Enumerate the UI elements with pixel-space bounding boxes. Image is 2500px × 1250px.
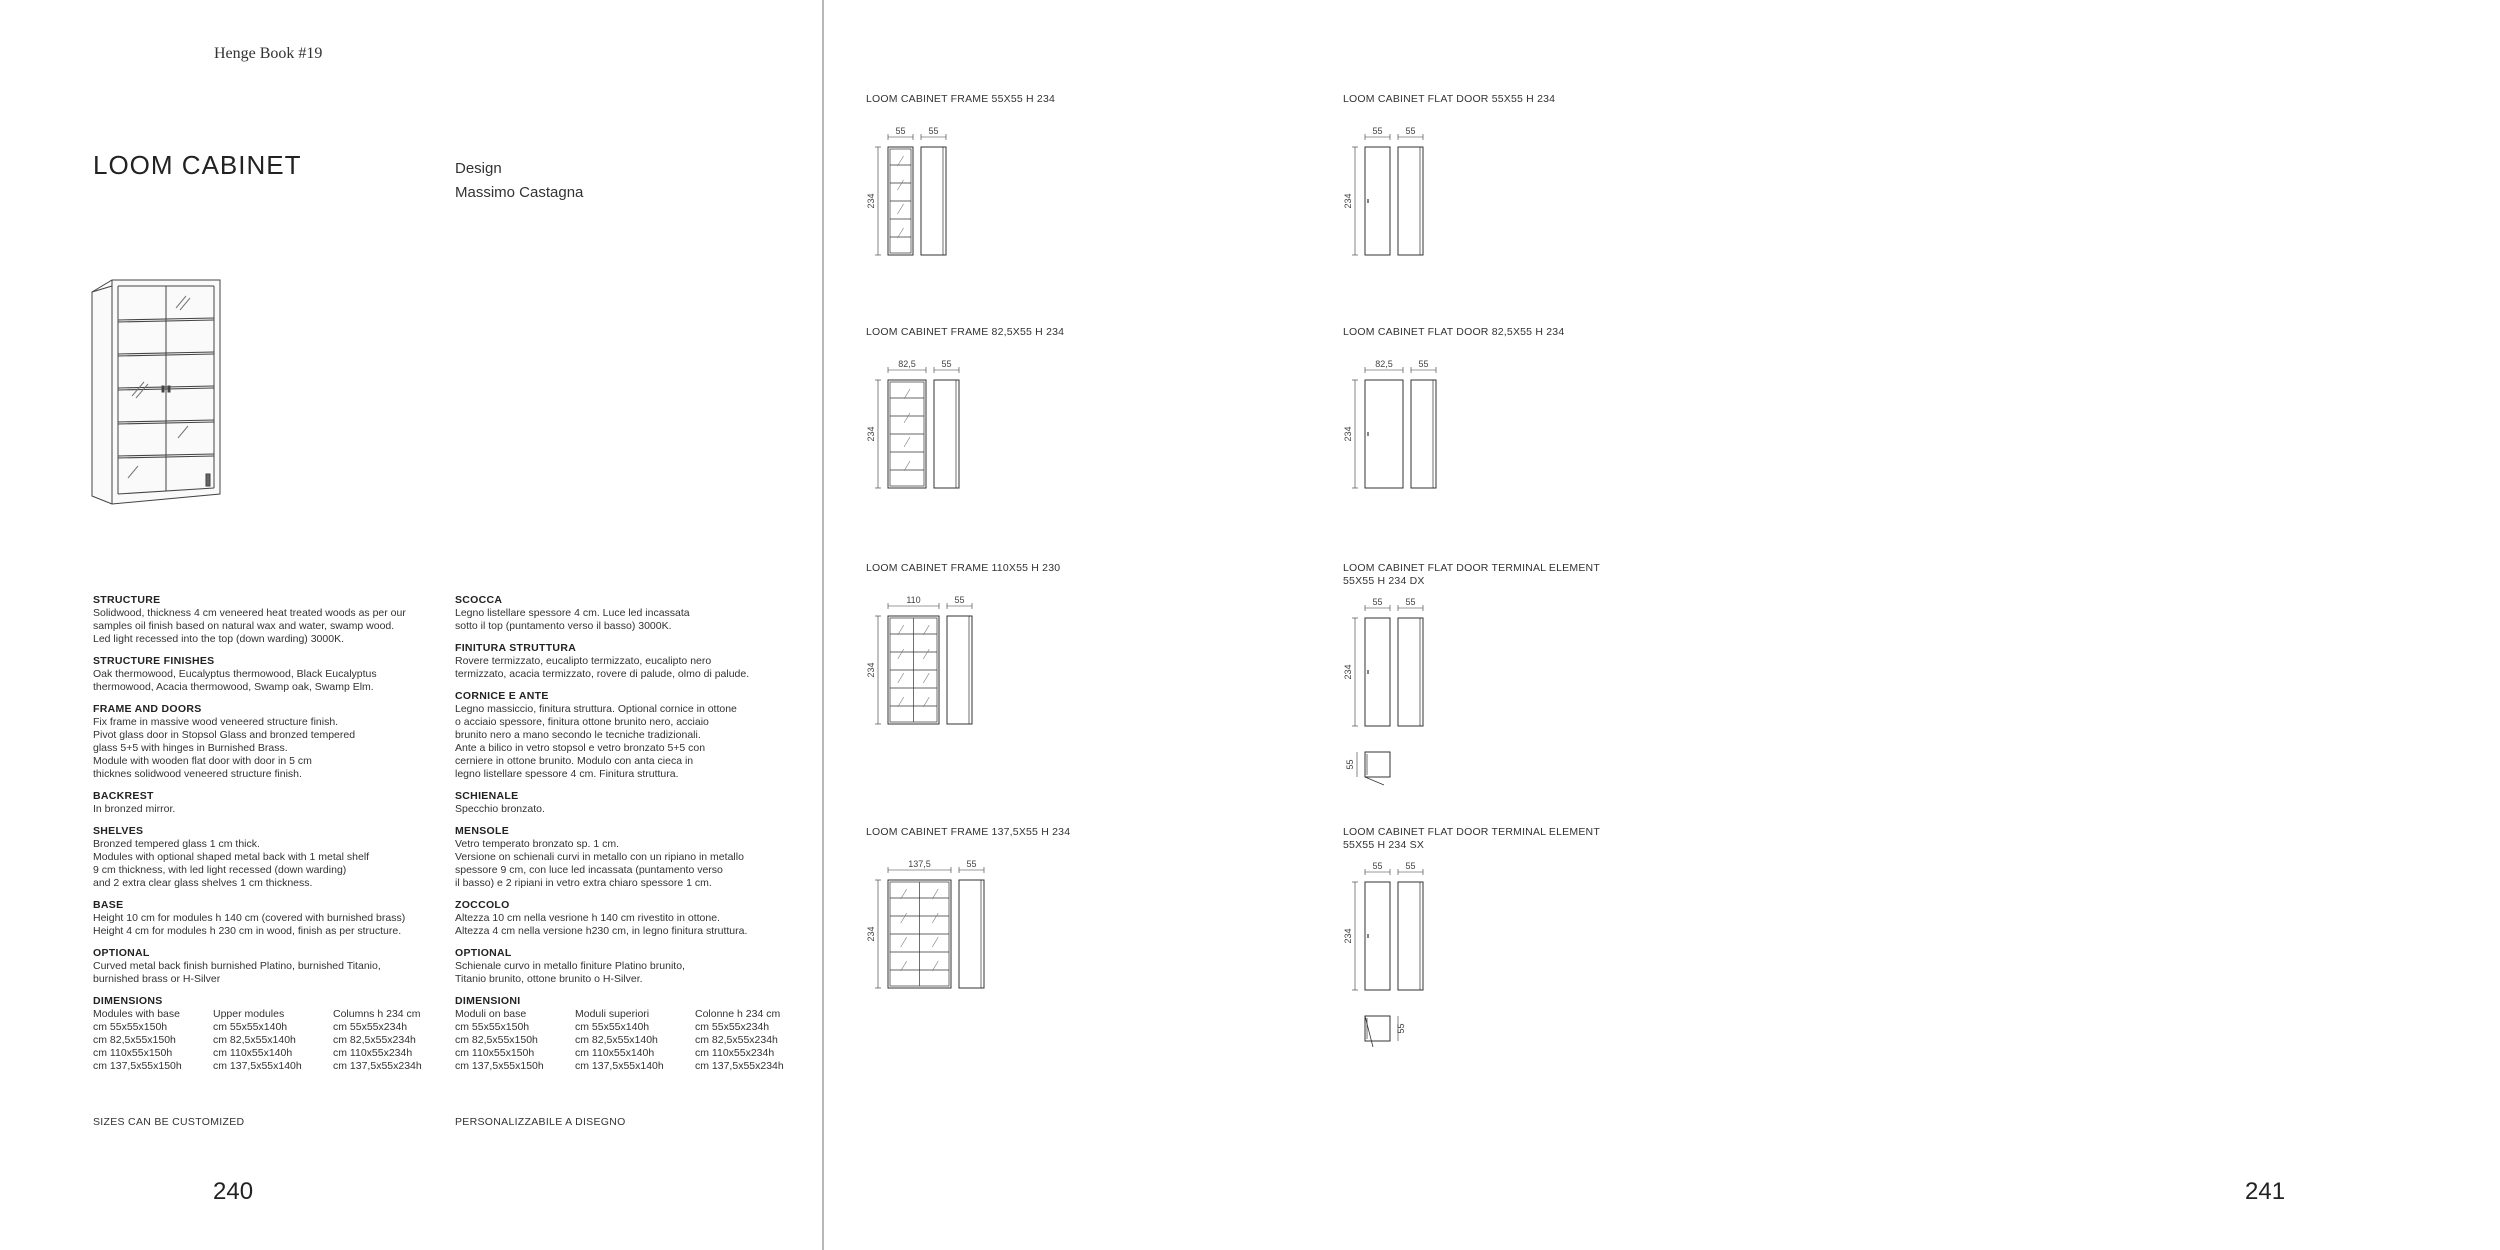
design-label: Design	[455, 160, 502, 177]
dimension-value: cm 82,5x55x140h	[575, 1034, 658, 1046]
dimension-value: cm 55x55x140h	[213, 1021, 288, 1033]
drawing-lines	[1352, 367, 1436, 488]
dimension-value: cm 110x55x150h	[93, 1047, 173, 1059]
spec-body: Vetro temperato bronzato sp. 1 cm. Versione on schienali curvi in metallo con un ripiano in metallo spessore 9 cm, con luce led incassata (puntamento verso il basso) e 2 ripiani in vetro extra chiaro spessore 1 cm.	[455, 838, 744, 889]
dimension-value: cm 55x55x140h	[575, 1021, 650, 1033]
spec-body: Altezza 10 cm nella vesrione h 140 cm rivestito in ottone. Altezza 4 cm nella versione h230 cm, in legno finitura struttura.	[455, 912, 748, 937]
dimensions-column	[93, 1008, 213, 1073]
dimension-value: cm 137,5x55x234h	[695, 1060, 784, 1072]
front-elevation	[1365, 882, 1390, 990]
glass-reflection	[901, 889, 907, 899]
dimensions-column	[455, 1008, 575, 1073]
dimension-value: cm 55x55x234h	[333, 1021, 408, 1033]
depth-dimension-label: 55	[928, 126, 939, 136]
plan-view	[1365, 1016, 1390, 1041]
height-dimension-label: 234	[1343, 193, 1353, 209]
spec-section	[455, 947, 815, 986]
width-dimension-label: 82,5	[1375, 359, 1393, 369]
drawing-lines	[875, 603, 972, 724]
drawing-lines	[1352, 134, 1423, 255]
spec-body: Solidwood, thickness 4 cm veneered heat treated woods as per our samples oil finish based on natural wax and water, swamp wood. Led light recessed into the top (down warding) 3000K.	[93, 607, 406, 645]
plan-dimension-label: 55	[1396, 1023, 1406, 1034]
spec-body: Height 10 cm for modules h 140 cm (covered with burnished brass) Height 4 cm for modules h 230 cm in wood, finish as per structure.	[93, 912, 406, 937]
dimensions-column	[333, 1008, 453, 1073]
dimensions-grid	[455, 1008, 815, 1073]
spec-section	[455, 790, 815, 816]
plan-dimension-label: 55	[1345, 759, 1355, 770]
drawing-lines	[875, 134, 946, 255]
dimensions-column-header: Modules with base	[93, 1008, 180, 1020]
dimension-value: cm 55x55x234h	[695, 1021, 770, 1033]
spec-heading: ZOCCOLO	[455, 899, 510, 911]
side-elevation	[1398, 618, 1423, 726]
design-credit	[455, 157, 583, 205]
height-dimension-label: 234	[866, 926, 876, 942]
side-elevation	[1398, 147, 1423, 255]
page-gutter	[822, 0, 824, 1250]
spec-section	[455, 899, 815, 938]
dimensions-column	[213, 1008, 333, 1073]
glass-reflection	[901, 913, 907, 923]
dimension-value: cm 110x55x140h	[575, 1047, 655, 1059]
dimensions-column-header: Moduli superiori	[575, 1008, 650, 1020]
depth-dimension-label: 55	[966, 859, 977, 869]
dimension-value: cm 55x55x150h	[93, 1021, 168, 1033]
spec-section	[93, 655, 453, 694]
door-swing	[1365, 777, 1384, 785]
side-elevation	[947, 616, 972, 724]
spec-body: Legno massiccio, finitura struttura. Optional cornice in ottone o acciaio spessore, finitura ottone brunito nero, acciaio brunito nero a mano secondo le tecniche tradizionali. Ante a bilico in vetro stopsol e vetro bronzato 5+5 con cerniere in ottone brunito. Modulo con anta cieca in legno listellare spessore 4 cm. Finitura struttura.	[455, 703, 737, 780]
drawing-title: LOOM CABINET FRAME 110X55 H 230	[866, 562, 1061, 574]
spec-body: Bronzed tempered glass 1 cm thick. Modules with optional shaped metal back with 1 metal shelf 9 cm thickness, with led light recessed (down warding) and 2 extra clear glass shelves 1 cm thickness.	[93, 838, 370, 889]
dimensions-it	[455, 995, 815, 1073]
technical-drawing	[1343, 861, 1543, 1066]
dimensions-grid	[93, 1008, 453, 1073]
dimension-value: cm 137,5x55x140h	[575, 1060, 664, 1072]
dimensions-column-header: Moduli on base	[455, 1008, 527, 1020]
dimension-value: cm 137,5x55x140h	[213, 1060, 302, 1072]
dimensions-column-header: Upper modules	[213, 1008, 285, 1020]
dimension-value: cm 137,5x55x150h	[455, 1060, 544, 1072]
spec-heading: FRAME AND DOORS	[93, 703, 202, 715]
width-dimension-label: 55	[1372, 126, 1383, 136]
height-dimension-label: 234	[1343, 664, 1353, 680]
dimension-value: cm 110x55x234h	[333, 1047, 413, 1059]
spec-section	[93, 825, 453, 890]
spec-heading: BASE	[93, 899, 124, 911]
technical-drawing	[866, 595, 1066, 735]
width-dimension-label: 55	[895, 126, 906, 136]
spec-heading: FINITURA STRUTTURA	[455, 642, 577, 654]
height-dimension-label: 234	[866, 662, 876, 678]
spec-heading: STRUCTURE FINISHES	[93, 655, 215, 667]
depth-dimension-label: 55	[1405, 126, 1416, 136]
drawing-title: LOOM CABINET FLAT DOOR TERMINAL ELEMENT 55X55 H 234 DX	[1343, 562, 1600, 587]
drawing-title: LOOM CABINET FRAME 137,5X55 H 234	[866, 826, 1071, 838]
height-dimension-label: 234	[866, 193, 876, 209]
depth-dimension-label: 55	[1418, 359, 1429, 369]
side-elevation	[921, 147, 946, 255]
spec-heading: BACKREST	[93, 790, 154, 802]
italian-specs	[455, 594, 815, 1082]
designer-name: Massimo Castagna	[455, 184, 584, 201]
depth-dimension-label: 55	[1405, 861, 1416, 871]
side-elevation	[1398, 882, 1423, 990]
drawing-title: LOOM CABINET FLAT DOOR 82,5X55 H 234	[1343, 326, 1565, 338]
spec-section	[455, 642, 815, 681]
plan-view	[1365, 752, 1390, 777]
dimension-value: cm 137,5x55x150h	[93, 1060, 182, 1072]
spec-section	[93, 947, 453, 986]
width-dimension-label: 55	[1372, 597, 1383, 607]
glass-reflection	[898, 228, 904, 238]
spec-body: Schienale curvo in metallo finiture Platino brunito, Titanio brunito, ottone brunito o H-Silver.	[455, 960, 685, 985]
glass-reflection	[923, 673, 929, 683]
spec-heading: MENSOLE	[455, 825, 510, 837]
dimension-value: cm 110x55x140h	[213, 1047, 293, 1059]
glass-reflection	[898, 649, 904, 659]
glass-reflection	[898, 625, 904, 635]
customization-note-en: SIZES CAN BE CUSTOMIZED	[93, 1116, 245, 1128]
spec-heading: OPTIONAL	[455, 947, 512, 959]
spec-section	[93, 790, 453, 816]
customization-note-it: PERSONALIZZABILE A DISEGNO	[455, 1116, 626, 1128]
drawing-title: LOOM CABINET FRAME 55X55 H 234	[866, 93, 1056, 105]
height-dimension-label: 234	[1343, 426, 1353, 442]
dimensions-column	[575, 1008, 695, 1073]
glass-reflection	[904, 461, 910, 471]
left-page	[0, 0, 823, 1250]
glass-reflection	[923, 625, 929, 635]
glass-reflection	[901, 937, 907, 947]
dimensions-heading: DIMENSIONS	[93, 995, 163, 1007]
glass-reflection	[901, 961, 907, 971]
drawing-lines	[875, 367, 959, 488]
side-elevation	[959, 880, 984, 988]
spec-body: Oak thermowood, Eucalyptus thermowood, Black Eucalyptus thermowood, Acacia thermowood, Swamp oak, Swamp Elm.	[93, 668, 377, 693]
drawing-lines	[1352, 869, 1423, 1047]
glass-reflection	[932, 889, 938, 899]
front-elevation	[1365, 380, 1403, 488]
spec-heading: STRUCTURE	[93, 594, 161, 606]
spec-heading: SCHIENALE	[455, 790, 519, 802]
glass-reflection	[932, 913, 938, 923]
glass-reflection	[904, 437, 910, 447]
depth-dimension-label: 55	[954, 595, 965, 605]
spec-heading: SCOCCA	[455, 594, 503, 606]
depth-dimension-label: 55	[1405, 597, 1416, 607]
drawing-lines	[1352, 605, 1423, 785]
page-number-right: 241	[2245, 1178, 2286, 1205]
glass-reflection	[932, 961, 938, 971]
technical-drawing	[1343, 126, 1543, 266]
width-dimension-label: 82,5	[898, 359, 916, 369]
dimension-value: cm 137,5x55x234h	[333, 1060, 422, 1072]
product-title: LOOM CABINET	[93, 150, 302, 180]
dimensions-column-header: Columns h 234 cm	[333, 1008, 421, 1020]
glass-reflection	[898, 204, 904, 214]
right-page	[825, 0, 2500, 1250]
technical-drawing	[1343, 359, 1543, 499]
technical-drawing	[866, 859, 1066, 999]
glass-reflection	[898, 180, 904, 190]
spec-heading: OPTIONAL	[93, 947, 150, 959]
front-elevation	[1365, 618, 1390, 726]
spec-section	[455, 690, 815, 781]
spec-body: Legno listellare spessore 4 cm. Luce led incassata sotto il top (puntamento verso il basso) 3000K.	[455, 607, 690, 632]
glass-reflection	[923, 649, 929, 659]
glass-reflection	[904, 413, 910, 423]
spec-body: In bronzed mirror.	[93, 803, 176, 815]
dimension-value: cm 110x55x150h	[455, 1047, 535, 1059]
spec-body: Specchio bronzato.	[455, 803, 545, 815]
dimension-value: cm 82,5x55x150h	[455, 1034, 538, 1046]
drawing-title: LOOM CABINET FRAME 82,5X55 H 234	[866, 326, 1065, 338]
dimension-value: cm 55x55x150h	[455, 1021, 530, 1033]
dimension-value: cm 110x55x234h	[695, 1047, 775, 1059]
height-dimension-label: 234	[1343, 928, 1353, 944]
dimensions-heading: DIMENSIONI	[455, 995, 521, 1007]
dimensions-en	[93, 995, 453, 1073]
page-number-left: 240	[213, 1178, 254, 1205]
running-head: Henge Book #19	[214, 45, 323, 62]
depth-dimension-label: 55	[941, 359, 952, 369]
dimension-value: cm 82,5x55x234h	[695, 1034, 778, 1046]
technical-drawing	[866, 359, 1066, 499]
glass-reflection	[923, 697, 929, 707]
dimensions-column	[695, 1008, 815, 1073]
spec-section	[93, 899, 453, 938]
glass-reflection	[898, 697, 904, 707]
drawing-lines	[875, 867, 984, 988]
english-specs	[93, 594, 453, 1082]
glass-reflection	[904, 389, 910, 399]
dimension-value: cm 82,5x55x234h	[333, 1034, 416, 1046]
drawing-title: LOOM CABINET FLAT DOOR 55X55 H 234	[1343, 93, 1556, 105]
door-swing	[1365, 1016, 1373, 1047]
spec-heading: SHELVES	[93, 825, 144, 837]
dimension-value: cm 82,5x55x150h	[93, 1034, 176, 1046]
width-dimension-label: 110	[906, 595, 921, 605]
spec-section	[93, 594, 453, 646]
width-dimension-label: 137,5	[908, 859, 931, 869]
glass-reflection	[932, 937, 938, 947]
technical-drawing	[866, 126, 1066, 266]
spec-body: Curved metal back finish burnished Platino, burnished Titanio, burnished brass or H-Silver	[93, 960, 381, 985]
spec-section	[455, 594, 815, 633]
height-dimension-label: 234	[866, 426, 876, 442]
width-dimension-label: 55	[1372, 861, 1383, 871]
glass-reflection	[898, 673, 904, 683]
side-elevation	[1411, 380, 1436, 488]
technical-drawing	[1343, 597, 1543, 802]
dimension-value: cm 82,5x55x140h	[213, 1034, 296, 1046]
dimensions-column-header: Colonne h 234 cm	[695, 1008, 781, 1020]
spec-heading: CORNICE E ANTE	[455, 690, 549, 702]
side-elevation	[934, 380, 959, 488]
cabinet-illustration	[88, 278, 228, 510]
spec-section	[93, 703, 453, 781]
glass-reflection	[898, 156, 904, 166]
spec-body: Rovere termizzato, eucalipto termizzato, eucalipto nero termizzato, acacia termizzato, rovere di palude, olmo di palude.	[455, 655, 750, 680]
spec-section	[455, 825, 815, 890]
spec-body: Fix frame in massive wood veneered structure finish. Pivot glass door in Stopsol Glass and bronzed tempered glass 5+5 with hinges in Burnished Brass. Module with wooden flat door with door in 5 cm thicknes solidwood veneered structure finish.	[93, 716, 356, 780]
front-elevation	[1365, 147, 1390, 255]
drawing-title: LOOM CABINET FLAT DOOR TERMINAL ELEMENT 55X55 H 234 SX	[1343, 826, 1600, 851]
